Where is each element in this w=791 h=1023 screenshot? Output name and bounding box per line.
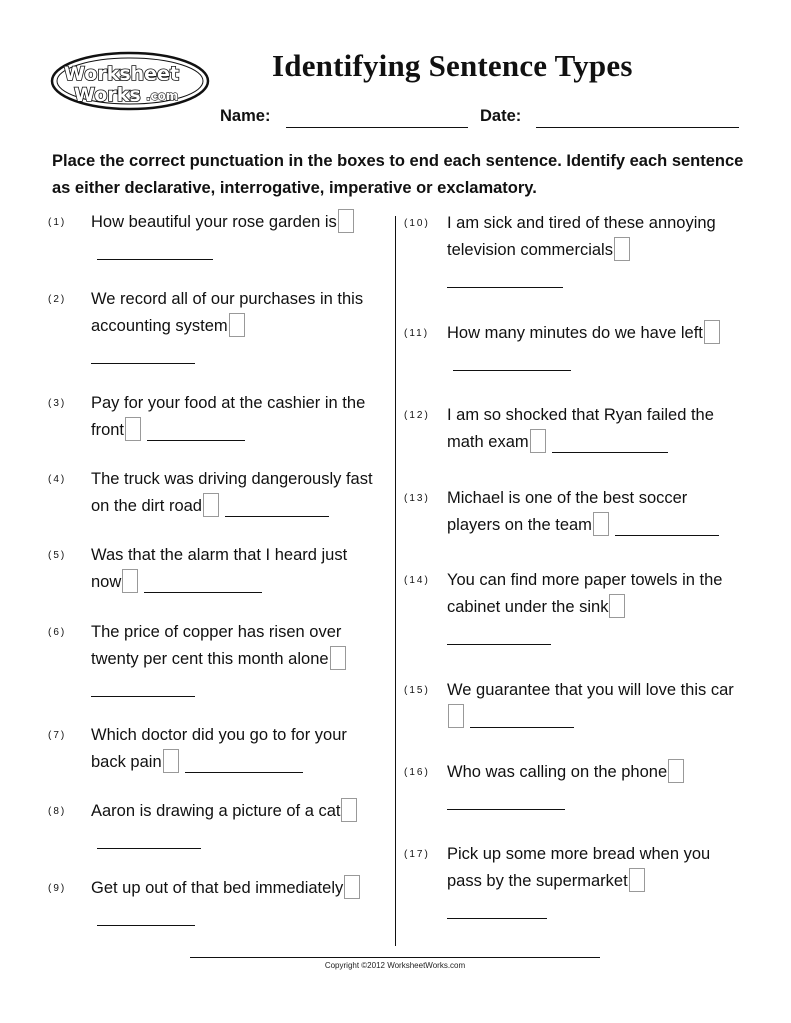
- question-text: Aaron is drawing a picture of a cat: [91, 802, 341, 820]
- answer-line[interactable]: [447, 625, 551, 645]
- punctuation-box[interactable]: [122, 569, 138, 593]
- answer-line[interactable]: [91, 677, 195, 697]
- question-12: [404, 402, 737, 456]
- answer-line[interactable]: [97, 907, 195, 926]
- question-number: (14): [404, 575, 430, 586]
- question-text: Which doctor did you go to for your back pain: [91, 726, 347, 771]
- question-8: [48, 798, 381, 852]
- question-number: (6): [48, 627, 67, 638]
- punctuation-box[interactable]: [330, 646, 346, 670]
- worksheet-title: Identifying Sentence Types: [272, 48, 633, 83]
- punctuation-box[interactable]: [203, 493, 219, 517]
- footer-divider: [190, 957, 600, 958]
- question-number: (13): [404, 493, 430, 504]
- punctuation-box[interactable]: [629, 868, 645, 892]
- name-label: Name:: [220, 107, 271, 125]
- question-number: (5): [48, 550, 67, 561]
- punctuation-box[interactable]: [614, 237, 630, 261]
- punctuation-box[interactable]: [593, 512, 609, 536]
- question-5: [48, 542, 381, 596]
- date-field[interactable]: [536, 127, 739, 128]
- question-text: Pick up some more bread when you pass by the supermarket: [447, 845, 711, 890]
- answer-line[interactable]: [552, 434, 668, 453]
- question-number: (10): [404, 218, 430, 229]
- question-16: [404, 759, 737, 810]
- question-9: [48, 875, 381, 929]
- punctuation-box[interactable]: [668, 759, 684, 783]
- punctuation-box[interactable]: [448, 704, 464, 728]
- punctuation-box[interactable]: [338, 209, 354, 233]
- question-text: The price of copper has risen over twenty per cent this month alone: [91, 623, 342, 668]
- question-11: [404, 320, 737, 374]
- question-number: (12): [404, 410, 430, 421]
- question-text: You can find more paper towels in the cabinet under the sink: [447, 571, 723, 616]
- worksheetworks-logo: [50, 50, 210, 112]
- question-4: [48, 466, 381, 520]
- question-13: [404, 485, 737, 539]
- question-text: Pay for your food at the cashier in the front: [91, 394, 366, 439]
- answer-line[interactable]: [97, 830, 201, 849]
- answer-line[interactable]: [185, 754, 303, 773]
- answer-line[interactable]: [470, 709, 574, 728]
- question-15: [404, 677, 737, 731]
- question-text: Was that the alarm that I heard just now: [91, 546, 348, 591]
- punctuation-box[interactable]: [609, 594, 625, 618]
- question-7: [48, 722, 381, 776]
- question-number: (15): [404, 685, 430, 696]
- logo-line2: Works: [74, 84, 141, 106]
- question-number: (17): [404, 849, 430, 860]
- answer-line[interactable]: [144, 574, 262, 593]
- answer-line[interactable]: [447, 899, 547, 919]
- column-divider: [395, 216, 396, 946]
- punctuation-box[interactable]: [344, 875, 360, 899]
- copyright-notice: Copyright ©2012 WorksheetWorks.com: [324, 961, 466, 970]
- punctuation-box[interactable]: [125, 417, 141, 441]
- question-number: (11): [404, 328, 430, 339]
- question-2: [48, 286, 381, 364]
- question-10: [404, 210, 737, 288]
- answer-line[interactable]: [225, 498, 329, 517]
- question-text: I am so shocked that Ryan failed the math exam: [447, 406, 714, 451]
- question-number: (3): [48, 398, 67, 409]
- answer-line[interactable]: [97, 241, 213, 260]
- logo-line1: Worksheet: [64, 63, 180, 85]
- punctuation-box[interactable]: [704, 320, 720, 344]
- question-number: (1): [48, 217, 67, 228]
- answer-line[interactable]: [447, 268, 563, 288]
- name-field[interactable]: [286, 127, 468, 128]
- answer-line[interactable]: [447, 790, 565, 810]
- question-17: [404, 841, 737, 919]
- question-text: Who was calling on the phone: [447, 763, 668, 781]
- logo-suffix: .com: [146, 89, 179, 103]
- instructions: Place the correct punctuation in the boxes to end each sentence. Identify each sentence as either declarative, interrogative, imperative or exclamatory.: [52, 152, 744, 197]
- answer-line[interactable]: [147, 422, 245, 441]
- question-number: (7): [48, 730, 67, 741]
- question-number: (16): [404, 767, 430, 778]
- answer-line[interactable]: [91, 344, 195, 364]
- question-number: (4): [48, 474, 67, 485]
- punctuation-box[interactable]: [341, 798, 357, 822]
- question-text: How beautiful your rose garden is: [91, 213, 337, 231]
- question-3: [48, 390, 381, 444]
- question-number: (8): [48, 806, 67, 817]
- answer-line[interactable]: [453, 352, 571, 371]
- question-text: I am sick and tired of these annoying television commercials: [447, 214, 716, 259]
- date-label: Date:: [480, 107, 522, 125]
- question-text: We record all of our purchases in this accounting system: [91, 290, 364, 335]
- question-number: (2): [48, 294, 67, 305]
- question-text: Get up out of that bed immediately: [91, 879, 344, 897]
- question-text: We guarantee that you will love this car: [447, 681, 734, 699]
- question-14: [404, 567, 737, 645]
- punctuation-box[interactable]: [530, 429, 546, 453]
- question-number: (9): [48, 883, 67, 894]
- question-1: [48, 209, 381, 263]
- punctuation-box[interactable]: [229, 313, 245, 337]
- answer-line[interactable]: [615, 517, 719, 536]
- punctuation-box[interactable]: [163, 749, 179, 773]
- question-6: [48, 619, 381, 697]
- question-text: Michael is one of the best soccer players on the team: [447, 489, 688, 534]
- question-text: How many minutes do we have left: [447, 324, 703, 342]
- question-text: The truck was driving dangerously fast on the dirt road: [91, 470, 373, 515]
